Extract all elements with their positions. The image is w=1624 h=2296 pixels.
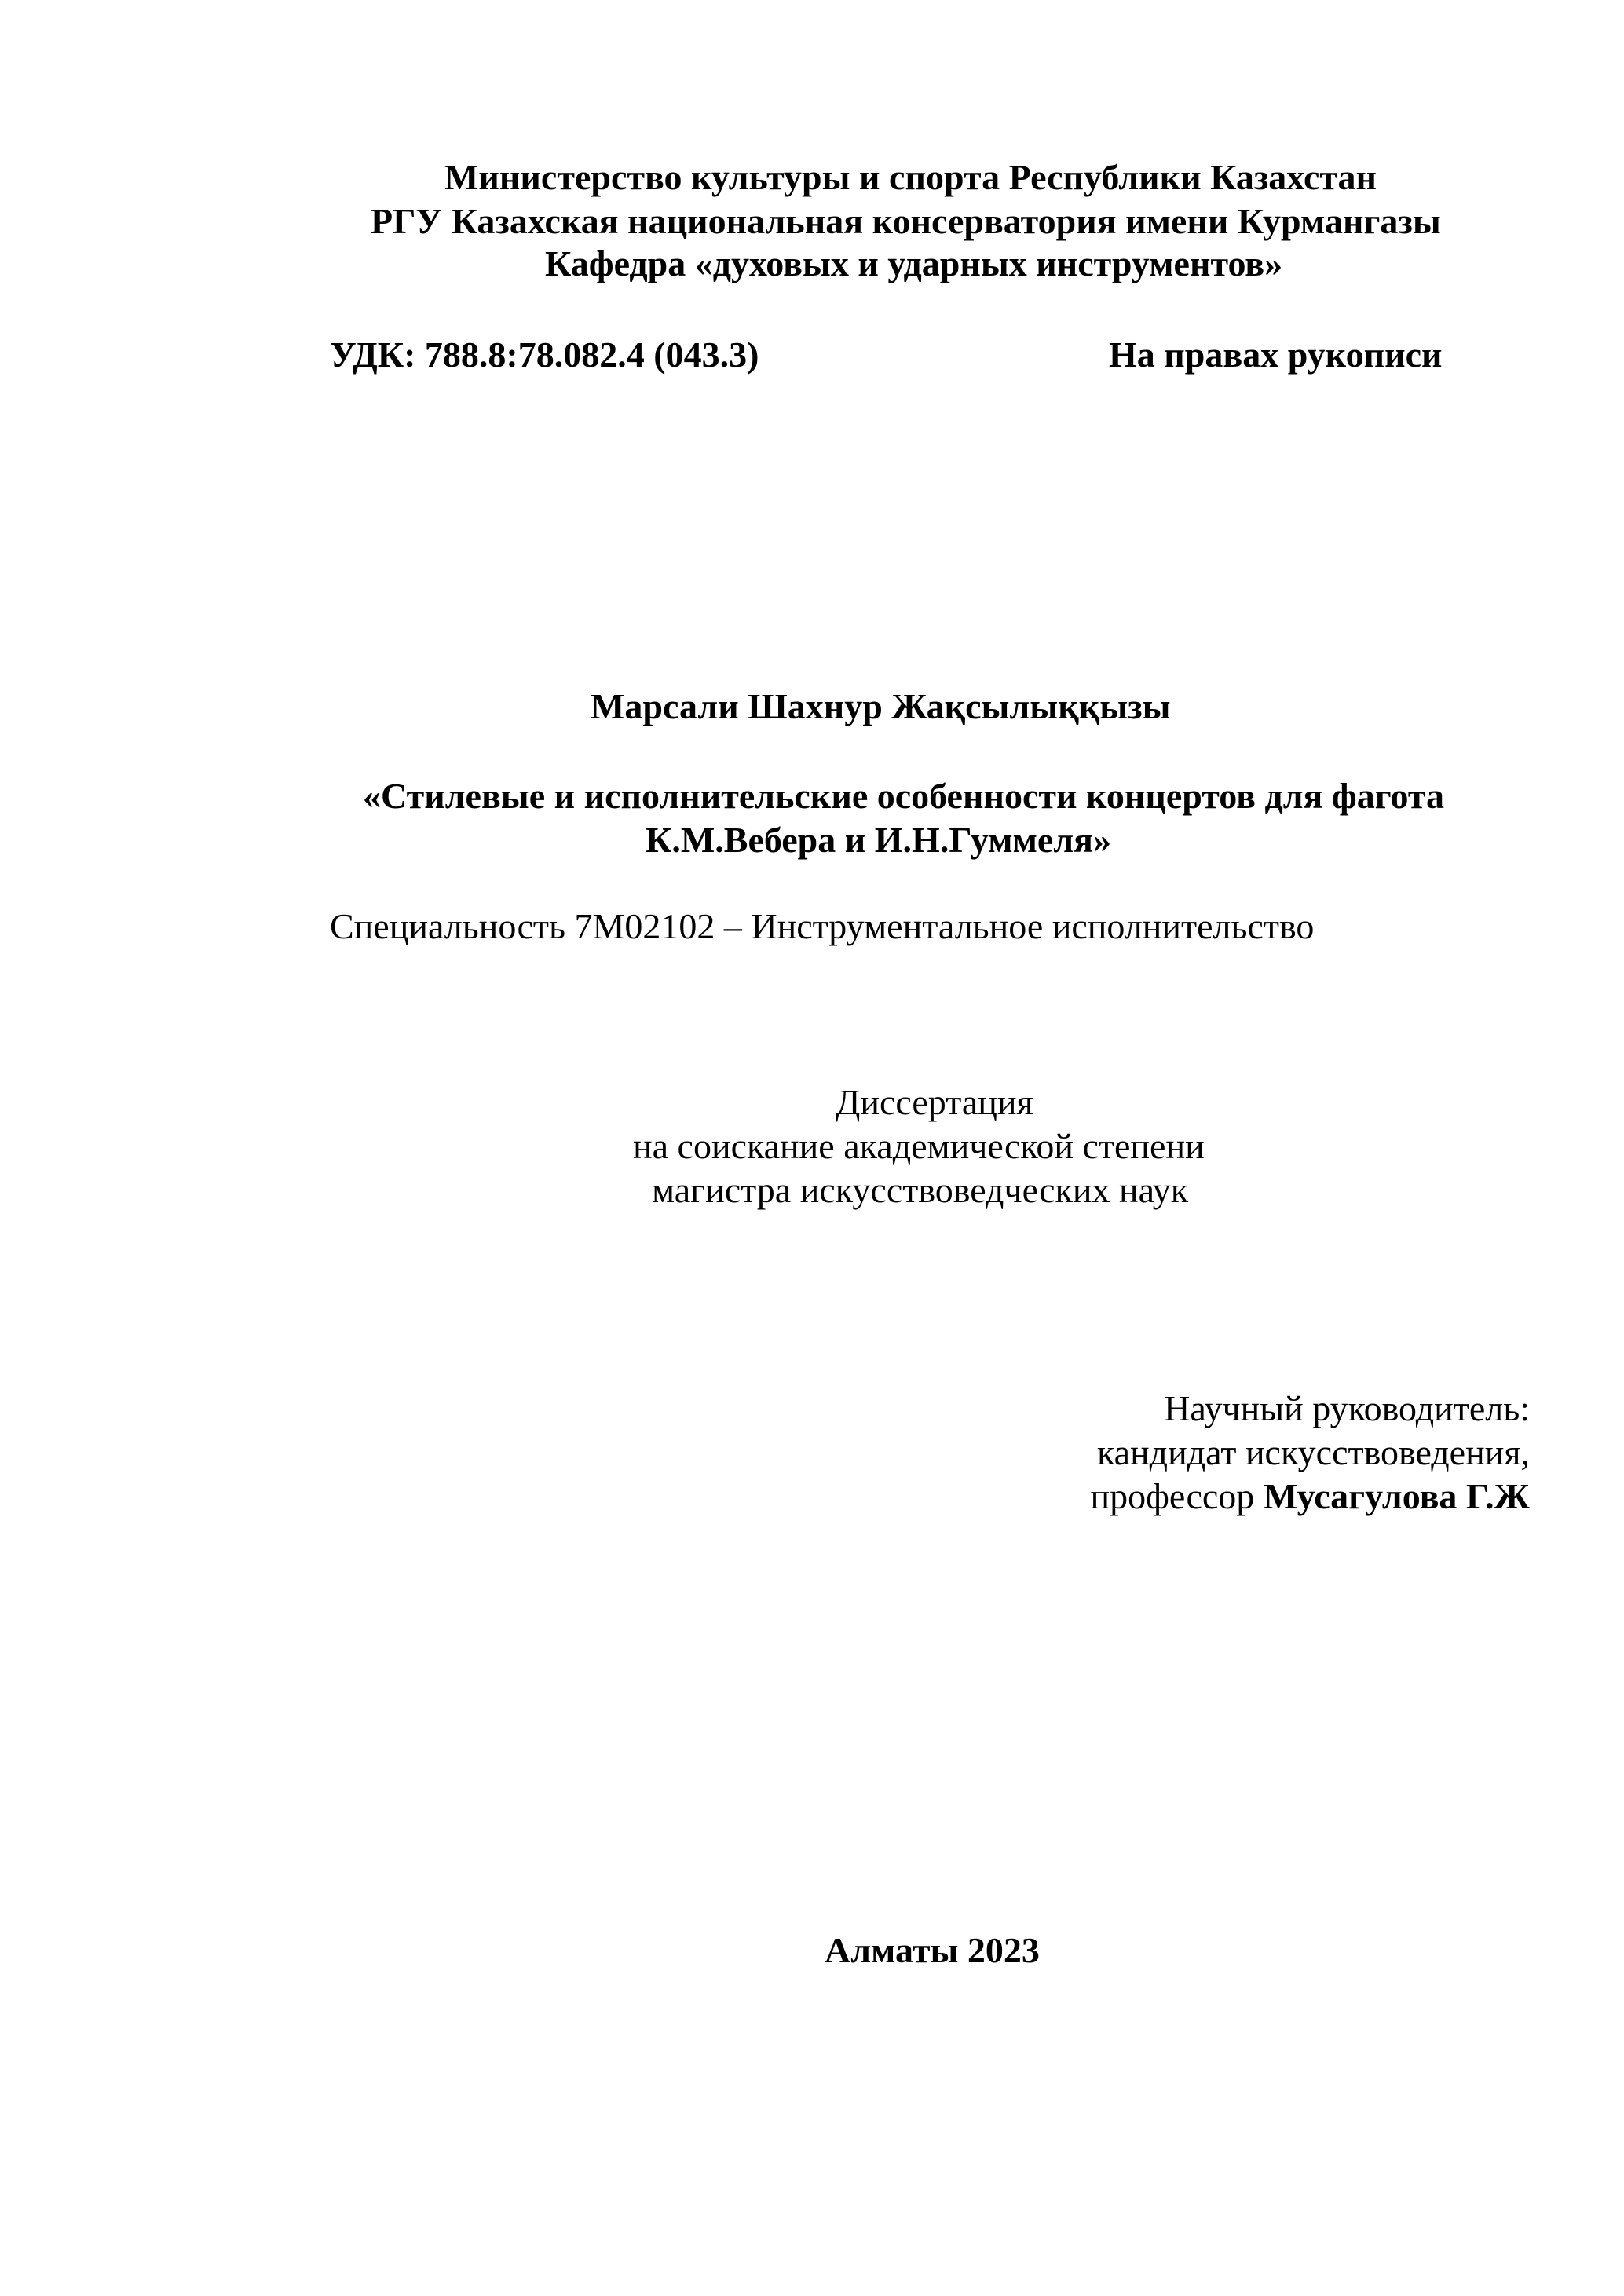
ministry-heading: Министерство культуры и спорта Республики Казахстан xyxy=(444,157,1377,197)
supervisor-name: Мусагулова Г.Ж xyxy=(1263,1476,1530,1516)
dissertation-label: Диссертация xyxy=(836,1082,1033,1122)
thesis-title-line-2: К.М.Вебера и И.Н.Гуммеля» xyxy=(646,820,1112,860)
thesis-title-line-1: «Стилевые и исполнительские особенности концертов для фагота xyxy=(363,776,1445,816)
supervisor-block xyxy=(1090,1387,1530,1519)
rights-note: На правах рукописи xyxy=(1109,335,1443,375)
degree-field-line: магистра искусствоведческих наук xyxy=(652,1170,1189,1210)
author-name: Марсали Шахнур Жақсылыққызы xyxy=(591,686,1171,726)
udk-code: УДК: 788.8:78.082.4 (043.3) xyxy=(330,335,759,375)
supervisor-label: Научный руководитель: xyxy=(1164,1388,1530,1428)
degree-purpose-line: на соискание академической степени xyxy=(633,1126,1205,1166)
department-heading: Кафедра «духовых и ударных инструментов» xyxy=(545,243,1283,283)
supervisor-degree: кандидат искусствоведения, xyxy=(1097,1432,1530,1472)
supervisor-title-line xyxy=(1090,1475,1530,1519)
city-year: Алматы 2023 xyxy=(825,1930,1040,1970)
supervisor-rank: профессор xyxy=(1090,1476,1255,1516)
institution-heading: РГУ Казахская национальная консерватория имени Курмангазы xyxy=(371,201,1441,241)
specialty-line: Специальность 7М02102 – Инструментальное исполнительство xyxy=(330,906,1315,946)
